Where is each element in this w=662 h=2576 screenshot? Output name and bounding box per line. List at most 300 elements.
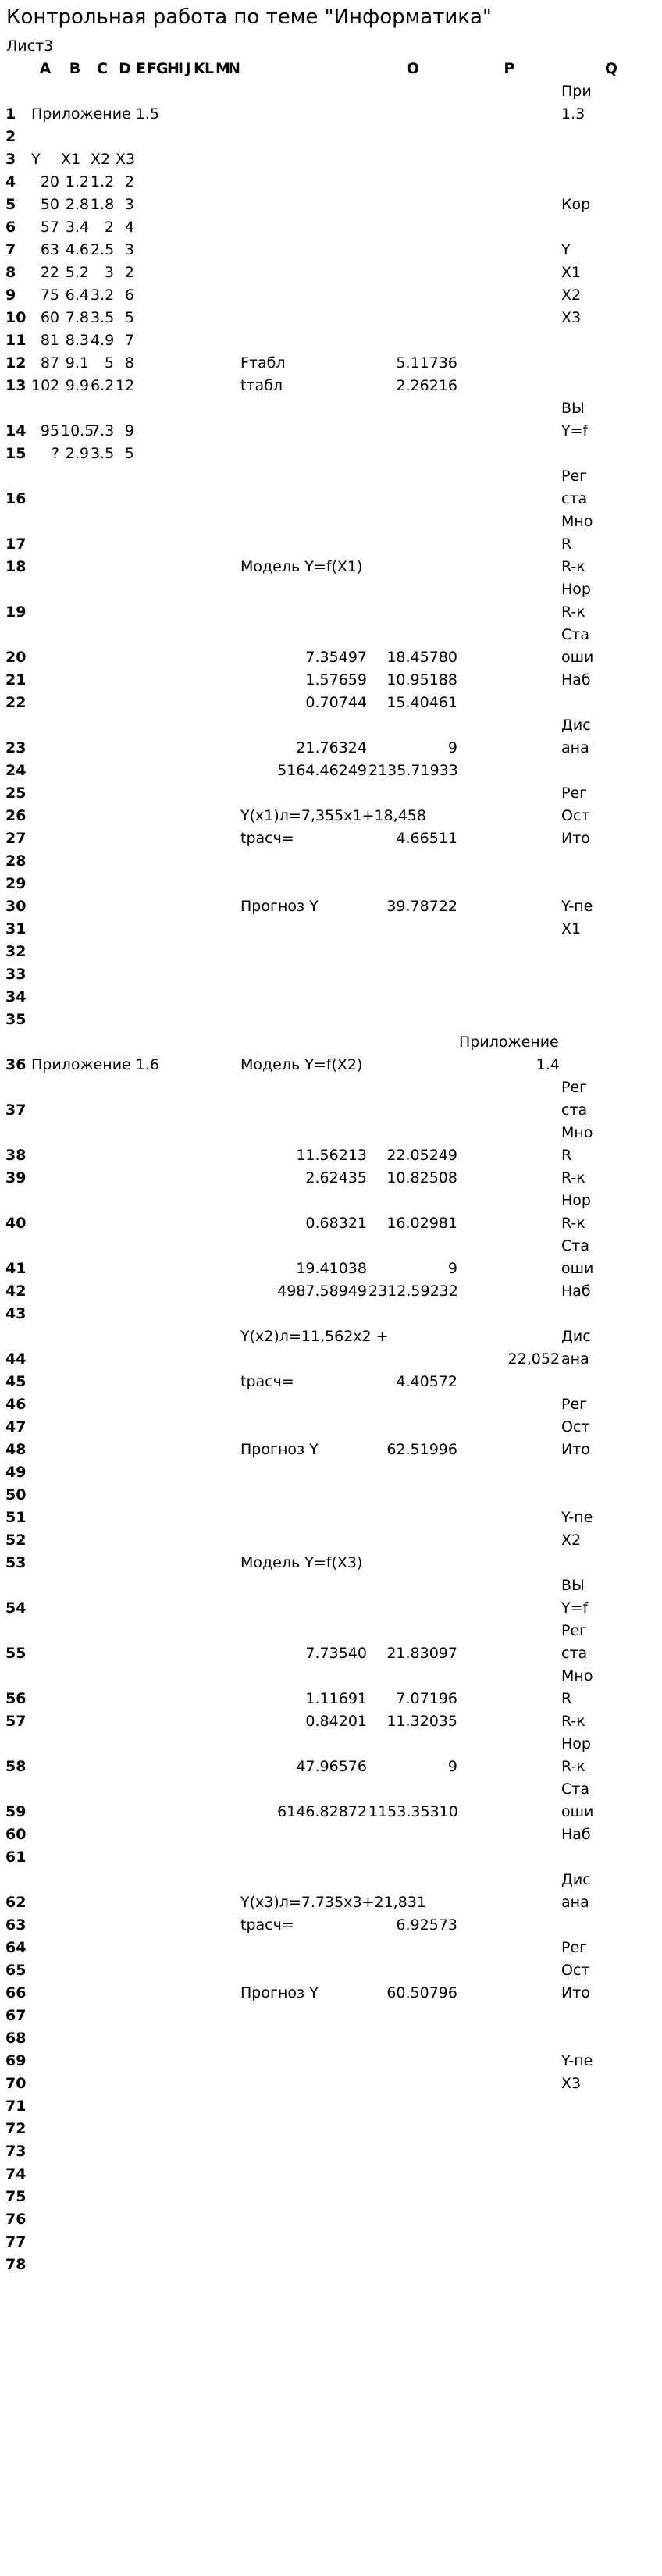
cell-C[interactable] xyxy=(90,1190,115,1212)
cell-Q[interactable]: Рег xyxy=(561,1396,588,1413)
cell-I[interactable] xyxy=(177,216,183,239)
cell-N[interactable] xyxy=(227,194,240,216)
cell-C[interactable]: 4.9 xyxy=(91,332,115,349)
cell-F[interactable] xyxy=(146,1144,155,1167)
cell-M[interactable] xyxy=(215,2208,227,2231)
cell-E[interactable] xyxy=(135,375,146,397)
cell-J[interactable] xyxy=(183,2231,193,2254)
cell-blank1[interactable] xyxy=(240,1620,368,1642)
cell-H[interactable] xyxy=(166,216,177,239)
cell-K[interactable] xyxy=(193,805,204,827)
cell-C[interactable]: 3.5 xyxy=(91,309,115,326)
cell-G[interactable] xyxy=(155,2005,166,2027)
cell-O[interactable] xyxy=(368,329,458,352)
cell-I[interactable] xyxy=(177,1416,183,1439)
cell-E[interactable] xyxy=(135,805,146,827)
cell-A[interactable] xyxy=(30,397,60,420)
cell-P[interactable] xyxy=(458,1574,561,1597)
cell-J[interactable] xyxy=(183,1258,193,1280)
cell-H[interactable] xyxy=(166,1756,177,1778)
row-header[interactable]: 22 xyxy=(5,694,27,711)
cell-N[interactable] xyxy=(227,1801,240,1823)
cell-G[interactable] xyxy=(155,1982,166,2005)
cell-B[interactable] xyxy=(60,601,90,624)
cell-C[interactable] xyxy=(90,2254,115,2276)
cell-N[interactable] xyxy=(227,1461,240,1484)
cell-L[interactable] xyxy=(204,2050,215,2073)
cell-M[interactable] xyxy=(215,465,227,488)
cell-E[interactable] xyxy=(135,1552,146,1574)
cell-F[interactable] xyxy=(146,2095,155,2118)
cell-O[interactable] xyxy=(368,1484,458,1507)
cell-H[interactable] xyxy=(166,601,177,624)
cell-C[interactable] xyxy=(90,624,115,646)
cell-L[interactable] xyxy=(204,1778,215,1801)
cell-A[interactable] xyxy=(30,1325,60,1348)
cell-I[interactable] xyxy=(177,2231,183,2254)
cell-E[interactable] xyxy=(135,1891,146,1914)
cell-K[interactable] xyxy=(193,714,204,737)
cell-blank1[interactable]: Fтабл xyxy=(240,354,286,372)
cell-E[interactable] xyxy=(135,1167,146,1190)
cell-J[interactable] xyxy=(183,2254,193,2276)
cell-G[interactable] xyxy=(155,1891,166,1914)
cell-F[interactable] xyxy=(146,2140,155,2163)
cell-L[interactable] xyxy=(204,329,215,352)
cell-E[interactable] xyxy=(135,1756,146,1778)
cell-K[interactable] xyxy=(193,262,204,284)
cell-D[interactable] xyxy=(115,1914,135,1937)
cell-blank1[interactable] xyxy=(240,284,368,307)
cell-K[interactable] xyxy=(193,2140,204,2163)
row-header[interactable]: 31 xyxy=(5,920,27,938)
cell-M[interactable] xyxy=(215,737,227,760)
cell-I[interactable] xyxy=(177,171,183,194)
cell-L[interactable] xyxy=(204,1371,215,1393)
cell-C[interactable]: 1.2 xyxy=(91,173,115,190)
cell-blank1[interactable]: Модель Y=f(X3) xyxy=(240,1554,363,1571)
cell-L[interactable] xyxy=(204,352,215,375)
cell-J[interactable] xyxy=(183,963,193,986)
cell-O[interactable] xyxy=(368,1076,458,1099)
cell-Q[interactable]: оши xyxy=(561,1260,594,1277)
cell-N[interactable] xyxy=(227,1393,240,1416)
cell-M[interactable] xyxy=(215,1665,227,1688)
cell-H[interactable] xyxy=(166,1733,177,1756)
cell-A[interactable] xyxy=(30,126,60,148)
cell-K[interactable] xyxy=(193,1371,204,1393)
cell-M[interactable] xyxy=(215,578,227,601)
cell-O[interactable]: 2.26216 xyxy=(396,377,457,394)
cell-D[interactable]: 9 xyxy=(124,422,134,439)
cell-D[interactable] xyxy=(115,941,135,963)
row-header[interactable]: 40 xyxy=(5,1215,27,1232)
cell-E[interactable] xyxy=(135,2208,146,2231)
cell-C[interactable] xyxy=(90,1959,115,1982)
cell-G[interactable] xyxy=(155,194,166,216)
cell-P[interactable] xyxy=(458,624,561,646)
cell-L[interactable] xyxy=(204,827,215,850)
cell-E[interactable] xyxy=(135,2231,146,2254)
cell-blank1[interactable]: tрасч= xyxy=(240,1916,294,1934)
cell-Q[interactable]: 1.3 xyxy=(561,105,585,123)
cell-H[interactable] xyxy=(166,692,177,714)
cell-C[interactable] xyxy=(90,1167,115,1190)
cell-K[interactable] xyxy=(193,895,204,918)
cell-Q[interactable]: Наб xyxy=(561,1826,591,1843)
cell-G[interactable] xyxy=(155,692,166,714)
cell-L[interactable] xyxy=(204,307,215,329)
cell-D[interactable]: X3 xyxy=(116,151,136,168)
cell-D[interactable]: 3 xyxy=(124,241,134,258)
cell-G[interactable] xyxy=(155,601,166,624)
cell-blank1[interactable] xyxy=(240,2163,368,2186)
cell-M[interactable] xyxy=(215,601,227,624)
cell-F[interactable] xyxy=(146,941,155,963)
cell-I[interactable] xyxy=(177,1076,183,1099)
cell-H[interactable] xyxy=(166,1122,177,1144)
cell-E[interactable] xyxy=(135,1823,146,1846)
row-header[interactable] xyxy=(5,1325,30,1348)
row-header[interactable]: 3 xyxy=(5,151,16,168)
cell-E[interactable] xyxy=(135,329,146,352)
cell-J[interactable] xyxy=(183,1620,193,1642)
cell-N[interactable] xyxy=(227,986,240,1009)
cell-G[interactable] xyxy=(155,1167,166,1190)
cell-F[interactable] xyxy=(146,1710,155,1733)
cell-I[interactable] xyxy=(177,2254,183,2276)
cell-Q[interactable] xyxy=(561,2163,662,2186)
cell-G[interactable] xyxy=(155,1846,166,1869)
cell-O[interactable] xyxy=(368,80,458,103)
cell-B[interactable] xyxy=(60,2118,90,2140)
cell-Q[interactable]: R xyxy=(561,1147,572,1164)
cell-M[interactable] xyxy=(215,216,227,239)
cell-L[interactable] xyxy=(204,1348,215,1371)
cell-E[interactable] xyxy=(135,1461,146,1484)
cell-blank1[interactable]: 0.70744 xyxy=(305,694,367,711)
cell-L[interactable] xyxy=(204,1597,215,1620)
cell-I[interactable] xyxy=(177,986,183,1009)
cell-H[interactable] xyxy=(166,646,177,669)
cell-G[interactable] xyxy=(155,737,166,760)
cell-H[interactable] xyxy=(166,1258,177,1280)
cell-L[interactable] xyxy=(204,1076,215,1099)
row-header[interactable]: 21 xyxy=(5,671,27,688)
cell-H[interactable] xyxy=(166,1710,177,1733)
cell-M[interactable] xyxy=(215,2005,227,2027)
cell-A[interactable] xyxy=(30,2073,60,2095)
cell-G[interactable] xyxy=(155,2050,166,2073)
cell-G[interactable] xyxy=(155,714,166,737)
cell-B[interactable] xyxy=(60,624,90,646)
cell-H[interactable] xyxy=(166,963,177,986)
cell-M[interactable] xyxy=(215,1439,227,1461)
cell-F[interactable] xyxy=(146,2027,155,2050)
cell-C[interactable] xyxy=(90,1212,115,1235)
cell-L[interactable] xyxy=(204,1484,215,1507)
cell-D[interactable] xyxy=(115,465,135,488)
cell-P[interactable] xyxy=(458,941,561,963)
cell-J[interactable] xyxy=(183,1461,193,1484)
row-header[interactable]: 61 xyxy=(5,1848,27,1866)
cell-blank1[interactable] xyxy=(240,103,368,126)
cell-I[interactable] xyxy=(177,1710,183,1733)
cell-I[interactable] xyxy=(177,375,183,397)
cell-N[interactable] xyxy=(227,1416,240,1439)
cell-D[interactable] xyxy=(115,1959,135,1982)
cell-H[interactable] xyxy=(166,1642,177,1665)
cell-J[interactable] xyxy=(183,329,193,352)
cell-I[interactable] xyxy=(177,443,183,465)
cell-E[interactable] xyxy=(135,714,146,737)
cell-D[interactable] xyxy=(115,2027,135,2050)
cell-C[interactable] xyxy=(90,1620,115,1642)
cell-K[interactable] xyxy=(193,307,204,329)
cell-C[interactable] xyxy=(90,986,115,1009)
cell-P[interactable] xyxy=(458,1914,561,1937)
cell-P[interactable] xyxy=(458,2095,561,2118)
cell-H[interactable] xyxy=(166,986,177,1009)
cell-J[interactable] xyxy=(183,239,193,262)
cell-N[interactable] xyxy=(227,1733,240,1756)
row-header[interactable] xyxy=(5,578,30,601)
cell-C[interactable] xyxy=(90,895,115,918)
cell-N[interactable] xyxy=(227,1846,240,1869)
cell-M[interactable] xyxy=(215,284,227,307)
cell-P[interactable] xyxy=(458,1009,561,1031)
cell-F[interactable] xyxy=(146,1574,155,1597)
cell-A[interactable] xyxy=(30,1937,60,1959)
cell-M[interactable] xyxy=(215,1552,227,1574)
cell-D[interactable] xyxy=(115,1393,135,1416)
cell-P[interactable] xyxy=(458,443,561,465)
cell-H[interactable] xyxy=(166,1235,177,1258)
cell-G[interactable] xyxy=(155,1733,166,1756)
cell-G[interactable] xyxy=(155,1393,166,1416)
cell-L[interactable] xyxy=(204,601,215,624)
cell-C[interactable] xyxy=(90,1756,115,1778)
cell-M[interactable] xyxy=(215,2231,227,2254)
cell-N[interactable] xyxy=(227,1348,240,1371)
cell-M[interactable] xyxy=(215,397,227,420)
cell-E[interactable] xyxy=(135,2118,146,2140)
cell-C[interactable] xyxy=(90,488,115,511)
cell-I[interactable] xyxy=(177,1009,183,1031)
cell-A[interactable] xyxy=(30,2163,60,2186)
cell-I[interactable] xyxy=(177,1461,183,1484)
cell-P[interactable] xyxy=(458,895,561,918)
cell-C[interactable] xyxy=(90,578,115,601)
cell-K[interactable] xyxy=(193,1846,204,1869)
cell-J[interactable] xyxy=(183,2050,193,2073)
cell-N[interactable] xyxy=(227,1122,240,1144)
cell-A[interactable] xyxy=(30,1869,60,1891)
cell-N[interactable] xyxy=(227,1258,240,1280)
cell-blank1[interactable] xyxy=(240,126,368,148)
cell-O[interactable]: 7.07196 xyxy=(396,1690,457,1707)
cell-M[interactable] xyxy=(215,511,227,533)
cell-B[interactable] xyxy=(60,805,90,827)
cell-A[interactable] xyxy=(30,963,60,986)
cell-P[interactable] xyxy=(458,1303,561,1325)
cell-B[interactable] xyxy=(60,1778,90,1801)
cell-J[interactable] xyxy=(183,1190,193,1212)
cell-E[interactable] xyxy=(135,1122,146,1144)
cell-G[interactable] xyxy=(155,782,166,805)
cell-J[interactable] xyxy=(183,1416,193,1439)
cell-Q[interactable]: Мно xyxy=(561,513,593,530)
cell-B[interactable] xyxy=(60,1303,90,1325)
cell-B[interactable] xyxy=(60,1529,90,1552)
cell-N[interactable] xyxy=(227,1665,240,1688)
cell-blank1[interactable] xyxy=(240,1733,368,1756)
cell-J[interactable] xyxy=(183,1076,193,1099)
cell-N[interactable] xyxy=(227,1484,240,1507)
cell-D[interactable] xyxy=(115,669,135,692)
cell-E[interactable] xyxy=(135,2095,146,2118)
cell-K[interactable] xyxy=(193,1665,204,1688)
cell-M[interactable] xyxy=(215,1009,227,1031)
cell-L[interactable] xyxy=(204,873,215,895)
cell-D[interactable]: 8 xyxy=(124,354,134,372)
cell-J[interactable] xyxy=(183,873,193,895)
cell-B[interactable] xyxy=(60,1258,90,1280)
cell-H[interactable] xyxy=(166,2186,177,2208)
cell-D[interactable] xyxy=(115,2118,135,2140)
cell-H[interactable] xyxy=(166,2254,177,2276)
cell-F[interactable] xyxy=(146,669,155,692)
cell-H[interactable] xyxy=(166,2005,177,2027)
cell-B[interactable] xyxy=(60,1461,90,1484)
cell-N[interactable] xyxy=(227,171,240,194)
cell-E[interactable] xyxy=(135,443,146,465)
cell-N[interactable] xyxy=(227,737,240,760)
cell-I[interactable] xyxy=(177,963,183,986)
cell-C[interactable] xyxy=(90,533,115,556)
row-header[interactable]: 7 xyxy=(5,241,16,258)
cell-B[interactable]: 2.9 xyxy=(65,445,89,462)
cell-P[interactable] xyxy=(458,2140,561,2163)
cell-M[interactable] xyxy=(215,1280,227,1303)
cell-E[interactable] xyxy=(135,194,146,216)
cell-F[interactable] xyxy=(146,420,155,443)
cell-I[interactable] xyxy=(177,1031,183,1054)
cell-Q[interactable] xyxy=(561,2005,662,2027)
row-header[interactable]: 58 xyxy=(5,1758,27,1775)
cell-I[interactable] xyxy=(177,556,183,578)
cell-N[interactable] xyxy=(227,2186,240,2208)
cell-I[interactable] xyxy=(177,1258,183,1280)
cell-H[interactable] xyxy=(166,1484,177,1507)
cell-K[interactable] xyxy=(193,986,204,1009)
cell-J[interactable] xyxy=(183,2095,193,2118)
cell-L[interactable] xyxy=(204,1710,215,1733)
cell-M[interactable] xyxy=(215,805,227,827)
cell-B[interactable] xyxy=(60,1122,90,1144)
cell-J[interactable] xyxy=(183,1122,193,1144)
cell-J[interactable] xyxy=(183,375,193,397)
cell-N[interactable] xyxy=(227,1212,240,1235)
cell-J[interactable] xyxy=(183,2140,193,2163)
cell-L[interactable] xyxy=(204,1439,215,1461)
cell-Q[interactable]: Ста xyxy=(561,626,589,643)
cell-L[interactable] xyxy=(204,465,215,488)
cell-I[interactable] xyxy=(177,1937,183,1959)
cell-D[interactable]: 7 xyxy=(124,332,134,349)
cell-A[interactable]: 102 xyxy=(31,377,60,394)
column-header-Q[interactable]: Q xyxy=(604,60,618,77)
cell-G[interactable] xyxy=(155,646,166,669)
cell-J[interactable] xyxy=(183,1823,193,1846)
cell-J[interactable] xyxy=(183,262,193,284)
cell-O[interactable] xyxy=(368,1597,458,1620)
cell-B[interactable] xyxy=(60,1914,90,1937)
cell-H[interactable] xyxy=(166,1099,177,1122)
cell-H[interactable] xyxy=(166,2027,177,2050)
cell-E[interactable] xyxy=(135,1031,146,1054)
cell-F[interactable] xyxy=(146,1733,155,1756)
cell-O[interactable]: 15.40461 xyxy=(386,694,457,711)
cell-B[interactable] xyxy=(60,556,90,578)
cell-H[interactable] xyxy=(166,782,177,805)
cell-N[interactable] xyxy=(227,2027,240,2050)
cell-O[interactable] xyxy=(368,963,458,986)
cell-C[interactable] xyxy=(90,1982,115,2005)
cell-F[interactable] xyxy=(146,782,155,805)
cell-I[interactable] xyxy=(177,669,183,692)
cell-K[interactable] xyxy=(193,1733,204,1756)
cell-K[interactable] xyxy=(193,420,204,443)
cell-G[interactable] xyxy=(155,963,166,986)
cell-C[interactable] xyxy=(90,2050,115,2073)
cell-I[interactable] xyxy=(177,2095,183,2118)
cell-D[interactable] xyxy=(115,1371,135,1393)
cell-J[interactable] xyxy=(183,511,193,533)
cell-D[interactable] xyxy=(115,624,135,646)
cell-P[interactable] xyxy=(458,1688,561,1710)
row-header[interactable]: 8 xyxy=(5,264,16,281)
cell-Q[interactable] xyxy=(561,375,662,397)
cell-H[interactable] xyxy=(166,578,177,601)
cell-I[interactable] xyxy=(177,2186,183,2208)
column-header-blank1[interactable] xyxy=(240,58,368,80)
cell-P[interactable] xyxy=(458,1733,561,1756)
cell-L[interactable] xyxy=(204,2163,215,2186)
cell-C[interactable] xyxy=(90,1484,115,1507)
cell-I[interactable] xyxy=(177,329,183,352)
cell-D[interactable] xyxy=(115,1167,135,1190)
cell-D[interactable] xyxy=(115,1212,135,1235)
cell-G[interactable] xyxy=(155,986,166,1009)
cell-D[interactable] xyxy=(115,126,135,148)
cell-G[interactable] xyxy=(155,1439,166,1461)
cell-P[interactable] xyxy=(458,827,561,850)
cell-L[interactable] xyxy=(204,239,215,262)
row-header[interactable]: 38 xyxy=(5,1147,27,1164)
cell-P[interactable] xyxy=(458,2254,561,2276)
cell-H[interactable] xyxy=(166,239,177,262)
cell-D[interactable] xyxy=(115,1891,135,1914)
cell-P[interactable] xyxy=(458,2073,561,2095)
cell-G[interactable] xyxy=(155,1778,166,1801)
cell-H[interactable] xyxy=(166,397,177,420)
cell-L[interactable] xyxy=(204,1665,215,1688)
cell-D[interactable] xyxy=(115,782,135,805)
cell-N[interactable] xyxy=(227,646,240,669)
cell-M[interactable] xyxy=(215,307,227,329)
cell-O[interactable] xyxy=(368,1122,458,1144)
